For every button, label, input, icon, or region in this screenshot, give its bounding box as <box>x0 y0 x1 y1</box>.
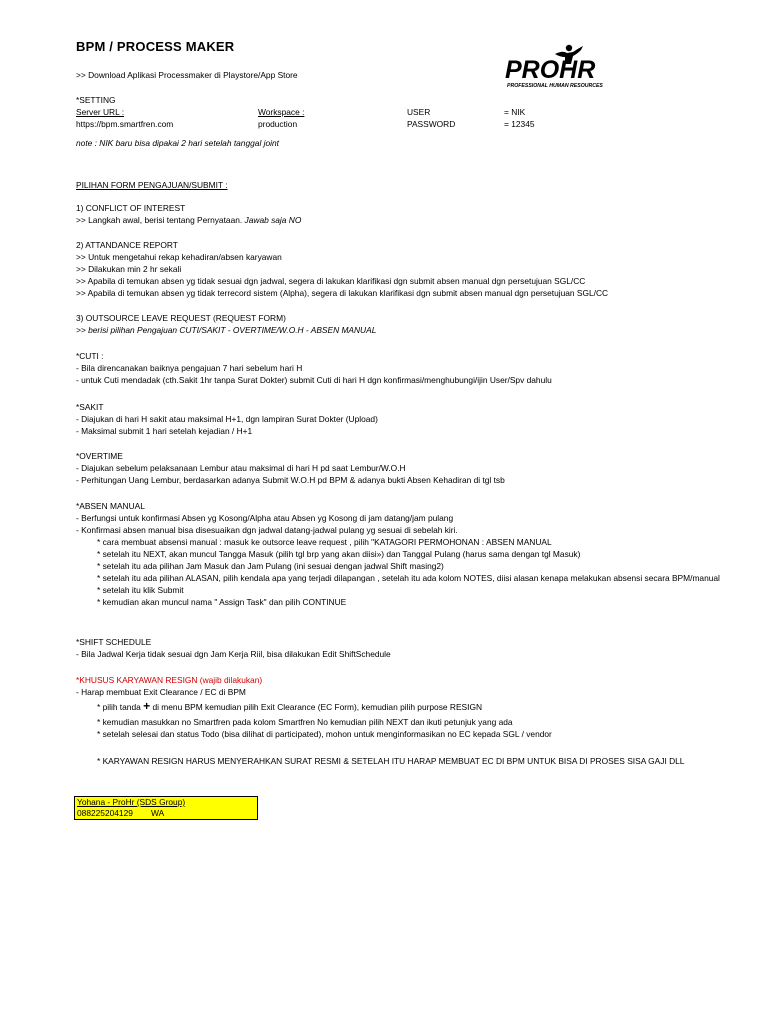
section-conflict-line <box>76 215 301 226</box>
section-leave-line: >> berisi pilihan Pengajuan CUTI/SAKIT - OVERTIME/W.O.H - ABSEN MANUAL <box>76 325 377 335</box>
resign-line: - Harap membuat Exit Clearance / EC di BPM <box>76 687 246 697</box>
list-item: * setelah selesai dan status Todo (bisa dilihat di participated), mohon untuk menginformasikan no EC kepada SGL / vendor <box>97 729 552 739</box>
list-item: - Maksimal submit 1 hari setelah kejadian / H+1 <box>76 426 253 436</box>
contact-name: Yohana - ProHr (SDS Group) <box>77 797 186 807</box>
list-item: - Konfirmasi absen manual bisa disesuaikan dgn jadwal datang-jadwal pulang yg sesuai di sebelah kiri. <box>76 525 458 535</box>
list-item: - Diajukan di hari H sakit atau maksimal H+1, dgn lampiran Surat Dokter (Upload) <box>76 414 378 424</box>
list-item <box>97 699 483 713</box>
section-attendance-title: 2) ATTANDANCE REPORT <box>76 240 178 250</box>
list-item: >> Apabila di temukan absen yg tidak terrecord sistem (Alpha), segera di lakukan klarifikasi dgn submit absen manual dgn persetujuan SGL/CC <box>76 288 609 298</box>
resign-step-text: * pilih tanda <box>97 702 144 712</box>
resign-step-text: di menu BPM kemudian pilih Exit Clearance (EC Form), kemudian pilih purpose RESIGN <box>150 702 483 712</box>
prohr-logo <box>503 42 623 90</box>
list-item: >> Dilakukan min 2 hr sekali <box>76 264 182 274</box>
server-url-value: https://bpm.smartfren.com <box>76 119 174 129</box>
plus-icon: + <box>143 699 151 713</box>
user-value: = NIK <box>504 107 526 117</box>
contact-wa: WA <box>151 808 165 818</box>
list-item: * setelah itu NEXT, akan muncul Tangga Masuk (pilih tgl brp yang akan diisi») dan Tanggal Pulang (harus sama dengan tgl Masuk) <box>97 549 581 559</box>
list-item: - Berfungsi untuk konfirmasi Absen yg Kosong/Alpha atau Absen yg Kosong di jam datang/jam pulang <box>76 513 454 523</box>
logo-sub-text: PROFESSIONAL HUMAN RESOURCES <box>507 83 603 89</box>
sakit-title: *SAKIT <box>76 402 104 412</box>
section-conflict-title: 1) CONFLICT OF INTEREST <box>76 203 186 213</box>
user-label: USER <box>407 107 431 117</box>
workspace-label: Workspace : <box>258 107 305 117</box>
resign-title: *KHUSUS KARYAWAN RESIGN (wajib dilakukan) <box>76 675 263 685</box>
overtime-title: *OVERTIME <box>76 451 123 461</box>
absen-manual-title: *ABSEN MANUAL <box>76 501 145 511</box>
cuti-title: *CUTI : <box>76 351 104 361</box>
resign-final-note: * KARYAWAN RESIGN HARUS MENYERAHKAN SURAT RESMI & SETELAH ITU HARAP MEMBUAT EC DI BPM UNTUK BISA DI PROSES SISA GAJI DLL <box>97 756 685 766</box>
password-label: PASSWORD <box>407 119 456 129</box>
list-item: * kemudian akan muncul nama " Assign Task" dan pilih CONTINUE <box>97 597 347 607</box>
password-value: = 12345 <box>504 119 535 129</box>
contact-box <box>74 796 258 820</box>
list-item: - Perhitungan Uang Lembur, berdasarkan adanya Submit W.O.H pd BPM & adanya bukti Absen Kehadiran di tgl tsb <box>76 475 505 485</box>
server-url-label: Server URL : <box>76 107 125 117</box>
list-item: - Diajukan sebelum pelaksanaan Lembur atau maksimal di hari H pd saat Lembur/W.O.H <box>76 463 406 473</box>
list-item: >> Untuk mengetahui rekap kehadiran/absen karyawan <box>76 252 282 262</box>
list-item: * kemudian masukkan no Smartfren pada kolom Smartfren No kemudian pilih NEXT dan ikuti petunjuk yang ada <box>97 717 513 727</box>
conflict-line-text: >> Langkah awal, berisi tentang Pernyataan. <box>76 215 245 225</box>
list-item: * setelah itu ada pilihan ALASAN, pilih kendala apa yang terjadi dilapangan , setelah itu ada kolom NOTES, diisi alasan kenapa melakukan absensi secara BPM/manual <box>97 573 720 583</box>
list-item: - Bila direncanakan baiknya pengajuan 7 hari sebelum hari H <box>76 363 303 373</box>
workspace-value: production <box>258 119 298 129</box>
form-heading: PILIHAN FORM PENGAJUAN/SUBMIT : <box>76 180 228 190</box>
page-title: BPM / PROCESS MAKER <box>76 39 235 54</box>
shift-schedule-line: - Bila Jadwal Kerja tidak sesuai dgn Jam Kerja Riil, bisa dilakukan Edit ShiftSchedule <box>76 649 391 659</box>
list-item: * setelah itu ada pilihan Jam Masuk dan Jam Pulang (ini sesuai dengan jadwal Shift masing2) <box>97 561 444 571</box>
list-item: - untuk Cuti mendadak (cth.Sakit 1hr tanpa Surat Dokter) submit Cuti di hari H dgn konfirmasi/menghubungi/ijin User/Spv dahulu <box>76 375 552 385</box>
setting-note: note : NIK baru bisa dipakai 2 hari setelah tanggal joint <box>76 138 279 148</box>
logo-main-text: PROHR <box>505 56 596 84</box>
section-leave-title: 3) OUTSOURCE LEAVE REQUEST (REQUEST FORM) <box>76 313 286 323</box>
download-note: >> Download Aplikasi Processmaker di Playstore/App Store <box>76 70 298 80</box>
contact-phone: 088225204129 <box>77 808 133 818</box>
list-item: >> Apabila di temukan absen yg tidak sesuai dgn jadwal, segera di lakukan klarifikasi dgn submit absen manual dgn persetujuan SGL/CC <box>76 276 586 286</box>
prohr-logo-icon <box>503 42 623 90</box>
setting-heading: *SETTING <box>76 95 116 105</box>
conflict-line-italic: Jawab saja NO <box>244 215 302 225</box>
list-item: * setelah itu klik Submit <box>97 585 184 595</box>
list-item: * cara membuat absensi manual : masuk ke outsorce leave request , pilih "KATAGORI PERMOHONAN : ABSEN MANUAL <box>97 537 552 547</box>
shift-schedule-title: *SHIFT SCHEDULE <box>76 637 152 647</box>
